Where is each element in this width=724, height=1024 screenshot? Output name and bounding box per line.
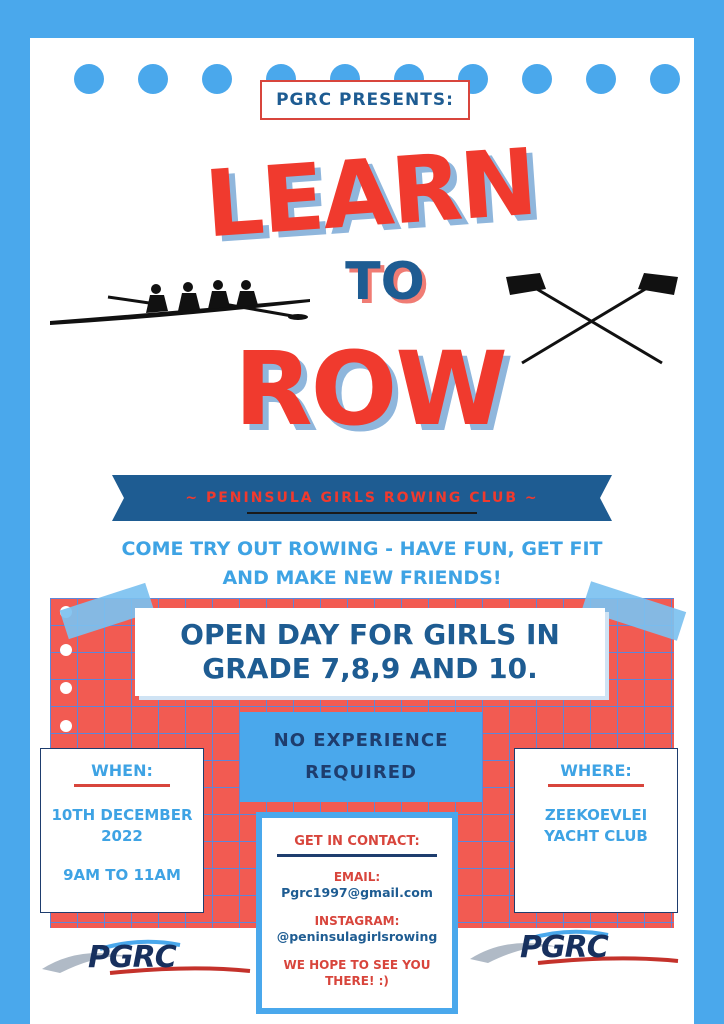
open-day-line: OPEN DAY FOR GIRLS IN (180, 618, 560, 651)
title-learn: LEARN (201, 128, 539, 259)
contact-card (262, 818, 452, 1008)
contact-divider (277, 854, 437, 857)
where-label: WHERE: (560, 761, 632, 780)
where-place: ZEEKOEVLEI YACHT CLUB (544, 806, 648, 845)
when-label: WHEN: (91, 761, 153, 780)
notebook-hole (60, 644, 72, 656)
open-day-line: GRADE 7,8,9 AND 10. (202, 652, 538, 685)
pgrc-logo-text: PGRC (520, 930, 608, 965)
where-divider (548, 784, 644, 787)
when-time: 9AM TO 11AM (63, 866, 181, 884)
instagram-link[interactable]: @peninsulagirlsrowing (276, 929, 438, 944)
no-experience-line: NO EXPERIENCE (273, 730, 449, 751)
club-name: ~ PENINSULA GIRLS ROWING CLUB ~ (185, 490, 539, 506)
no-experience-box (240, 712, 482, 802)
no-experience-line: REQUIRED (305, 762, 417, 783)
crossed-oars-icon (500, 265, 685, 370)
paper-hole (202, 64, 232, 94)
rowing-boat-icon (48, 275, 318, 330)
instagram-label: INSTAGRAM: (314, 914, 400, 928)
tagline-line: COME TRY OUT ROWING - HAVE FUN, GET FIT (121, 538, 603, 560)
tagline (60, 535, 664, 593)
when-date: 10TH DECEMBER 2022 (51, 806, 193, 845)
farewell-text: WE HOPE TO SEE YOU THERE! :) (283, 958, 431, 988)
paper-hole (650, 64, 680, 94)
where-card (514, 748, 678, 913)
paper-hole (586, 64, 616, 94)
notebook-hole (60, 720, 72, 732)
contact-label: GET IN CONTACT: (294, 834, 420, 849)
email-link[interactable]: Pgrc1997@gmail.com (281, 885, 433, 900)
tagline-line: AND MAKE NEW FRIENDS! (222, 567, 502, 589)
presents-label: PGRC PRESENTS: (260, 80, 470, 120)
pgrc-logo-text: PGRC (88, 940, 176, 975)
title-row: ROW (234, 330, 506, 449)
email-label: EMAIL: (333, 870, 381, 884)
paper-hole (74, 64, 104, 94)
paper-hole (138, 64, 168, 94)
title-to: TO (345, 252, 425, 312)
when-card (40, 748, 204, 913)
paper-hole (522, 64, 552, 94)
open-day-text (135, 618, 605, 686)
when-divider (74, 784, 170, 787)
notebook-hole (60, 682, 72, 694)
